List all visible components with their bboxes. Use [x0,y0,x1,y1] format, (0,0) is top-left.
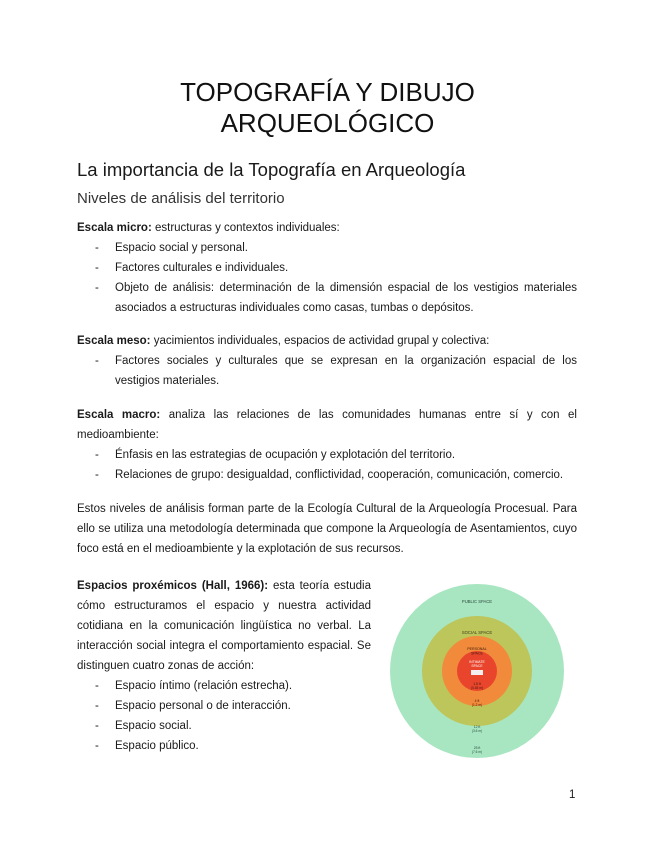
personal-space-label-2: SPACE [471,651,483,656]
micro-intro [77,218,577,238]
distance-label-2-metric: (1.2 m) [471,703,483,707]
proxemics-text: esta teoría estudia cómo estructuramos el espacio y nuestra actividad cotidiana en la comunicación lingüística no verbal. La interacción social integra el comportamiento espacial. Se distinguen cuatro zonas de acción: [77,580,371,672]
list-item: - Espacio social y personal. [95,242,248,254]
macro-scale-section [77,405,577,485]
list-item: - Factores sociales y culturales que se expresan en la organización espacial de los vestigios materiales. [95,355,577,387]
meso-list [77,351,577,391]
proxemics-intro [77,576,371,676]
title-line-2: ARQUEOLÓGICO [220,108,435,138]
list-item: - Espacio público. [95,740,199,752]
document-title [0,77,655,139]
proxemic-zones-diagram [390,584,564,758]
social-space-label: SOCIAL SPACE [461,630,493,635]
meso-intro [77,331,577,351]
section-heading: La importancia de la Topografía en Arqueología [77,159,466,180]
personal-space-label-1: PERSONAL [467,647,487,651]
distance-label-2: 4 ft [474,699,480,703]
list-item: - Espacio íntimo (relación estrecha). [95,680,293,692]
proxemics-section [77,576,371,756]
micro-text: estructuras y contextos individuales: [151,222,340,234]
distance-label-1: 1.5 ft [473,682,481,686]
proxemics-label: Espacios proxémicos (Hall, 1966): [77,580,269,592]
list-item: - Factores culturales e individuales. [95,262,289,274]
section-subheading: Niveles de análisis del territorio [77,190,285,207]
macro-list [77,445,577,485]
list-item: - Espacio personal o de interacción. [95,700,291,712]
intimate-space-label-2: SPACE [471,664,483,668]
meso-label: Escala meso: [77,335,151,347]
distance-label-3: 12 ft [473,725,481,729]
public-space-label: PUBLIC SPACE [461,599,493,604]
list-item: - Objeto de análisis: determinación de la dimensión espacial de los vestigios materiales asociados a estructuras individuales como casas, tumbas o depósitos. [95,282,577,314]
ecology-paragraph: Estos niveles de análisis forman parte de la Ecología Cultural de la Arqueología Procesual. Para ello se utiliza una metodología determinada que compone la Arqueología de Asentamientos, cuyo foco está en el medioambiente y la explotación de sus recursos. [77,503,577,555]
macro-text: analiza las relaciones de las comunidades humanas entre sí y con el medioambiente: [77,409,577,441]
macro-intro [77,405,577,445]
person-figure [471,670,483,675]
distance-label-4-metric: (7.6 m) [471,750,483,754]
micro-scale-section [77,218,577,318]
micro-label: Escala micro: [77,222,152,234]
meso-scale-section [77,331,577,391]
intimate-space-label-1: INTIMATE [469,660,485,664]
macro-label: Escala macro: [77,409,161,421]
distance-label-4: 25 ft [473,746,481,750]
list-item: - Énfasis en las estrategias de ocupación y explotación del territorio. [95,449,456,461]
micro-list [77,238,577,318]
title-line-1: TOPOGRAFÍA Y DIBUJO [180,77,475,107]
list-item: - Espacio social. [95,720,192,732]
page-number: 1 [569,789,576,801]
distance-label-1-metric: (0.45 m) [471,686,483,690]
meso-text: yacimientos individuales, espacios de actividad grupal y colectiva: [150,335,490,347]
distance-label-3-metric: (3.6 m) [471,729,483,733]
proxemics-list [77,676,371,756]
list-item: - Relaciones de grupo: desigualdad, conflictividad, cooperación, comunicación, comercio. [95,469,564,481]
